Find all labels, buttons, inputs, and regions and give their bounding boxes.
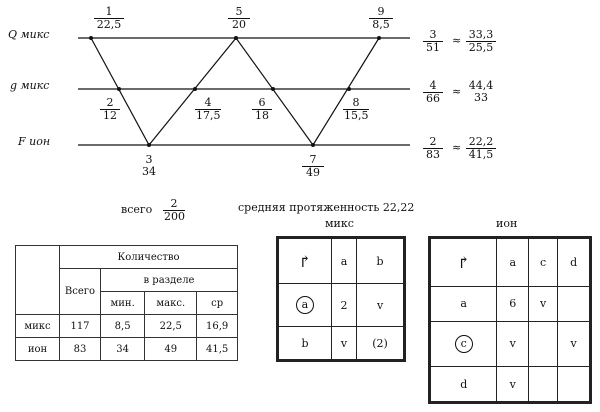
total-label: всего bbox=[121, 203, 153, 216]
ratio-value-f: $\frac{22,2}{41,5}$ bbox=[466, 136, 496, 161]
table-row bbox=[16, 338, 238, 361]
grid-row-head: a bbox=[431, 286, 497, 321]
cell: 8,5 bbox=[101, 315, 145, 338]
node-point bbox=[234, 36, 238, 40]
total-fraction: $\frac{2}{200}$ bbox=[164, 197, 185, 223]
grid-cell: a bbox=[331, 239, 356, 284]
mid-fraction: $\frac{2}{12}$ bbox=[100, 97, 120, 122]
cell: 16,9 bbox=[197, 315, 238, 338]
zigzag-path bbox=[91, 38, 379, 145]
top-fraction: $\frac{9}{8,5}$ bbox=[369, 6, 393, 31]
node-point bbox=[311, 143, 315, 147]
grid-cell bbox=[558, 367, 590, 402]
top-fraction: $\frac{5}{20}$ bbox=[228, 6, 250, 31]
cell: 117 bbox=[60, 315, 101, 338]
row-name: ион bbox=[16, 338, 60, 361]
bottom-value: 3 34 bbox=[142, 153, 156, 178]
average-length-label: средняя протяженность 22,22 bbox=[238, 201, 415, 214]
ratio-value-g: 44,4 33 bbox=[468, 79, 494, 104]
grid-cell bbox=[529, 367, 558, 402]
ratio-fraction-f: $\frac{2}{83}$ bbox=[423, 136, 443, 161]
grid-cell: c bbox=[529, 239, 558, 287]
ratio-fraction-g: $\frac{4}{66}$ bbox=[423, 80, 443, 105]
grid-ion-title: ион bbox=[496, 217, 518, 230]
header-count: Количество bbox=[60, 246, 238, 269]
ratio-fraction-q: $\frac{3}{51}$ bbox=[423, 29, 443, 54]
cell: 83 bbox=[60, 338, 101, 361]
grid-cell: a bbox=[497, 239, 529, 287]
approx-sign: ≈ bbox=[452, 34, 462, 47]
node-point bbox=[377, 36, 381, 40]
grid-cell: v bbox=[497, 367, 529, 402]
grid-row-head: b bbox=[279, 327, 332, 360]
grid-cell bbox=[558, 286, 590, 321]
grid-cell: 6 bbox=[497, 286, 529, 321]
node-point bbox=[117, 87, 121, 91]
grid-ion bbox=[428, 236, 592, 404]
grid-cell: 2 bbox=[331, 284, 356, 327]
grid-mix-title: микс bbox=[325, 217, 354, 230]
node-point bbox=[271, 87, 275, 91]
corner-arrow-icon: ↱ bbox=[279, 239, 332, 284]
row-name: микс bbox=[16, 315, 60, 338]
bottom-fraction: $\frac{7}{49}$ bbox=[302, 154, 324, 179]
table-corner bbox=[16, 246, 60, 315]
ratio-value-q: $\frac{33,3}{25,5}$ bbox=[466, 29, 496, 54]
cell: 34 bbox=[101, 338, 145, 361]
grid-cell: b bbox=[357, 239, 404, 284]
grid-row-head: d bbox=[431, 367, 497, 402]
grid-cell: d bbox=[558, 239, 590, 287]
cell: 41,5 bbox=[197, 338, 238, 361]
header-total: Всего bbox=[60, 269, 101, 315]
cell: 22,5 bbox=[145, 315, 197, 338]
grid-cell: v bbox=[529, 286, 558, 321]
header-section: в разделе bbox=[101, 269, 238, 292]
mid-fraction: $\frac{4}{17,5}$ bbox=[196, 96, 221, 122]
header-min: мин. bbox=[101, 292, 145, 315]
grid-cell: v bbox=[558, 321, 590, 367]
header-max: макс. bbox=[145, 292, 197, 315]
table-row bbox=[16, 315, 238, 338]
node-point bbox=[147, 143, 151, 147]
grid-cell: v bbox=[497, 321, 529, 367]
grid-cell: (2) bbox=[357, 327, 404, 360]
approx-sign: ≈ bbox=[452, 141, 462, 154]
approx-sign: ≈ bbox=[452, 85, 462, 98]
row-label-g: g микс bbox=[10, 79, 50, 92]
corner-arrow-icon: ↱ bbox=[431, 239, 497, 287]
node-point bbox=[89, 36, 93, 40]
top-fraction: $\frac{1}{22,5}$ bbox=[94, 6, 124, 31]
stats-table bbox=[15, 245, 238, 361]
mid-fraction: $\frac{8}{15,5}$ bbox=[344, 96, 369, 122]
grid-cell bbox=[529, 321, 558, 367]
node-point bbox=[193, 87, 197, 91]
grid-row-head: c bbox=[431, 321, 497, 367]
grid-row-head: a bbox=[279, 284, 332, 327]
header-avg: ср bbox=[197, 292, 238, 315]
row-label-q: Q микс bbox=[8, 28, 50, 41]
node-point bbox=[347, 87, 351, 91]
mid-fraction: $\frac{6}{18}$ bbox=[252, 97, 272, 122]
grid-cell: v bbox=[357, 284, 404, 327]
cell: 49 bbox=[145, 338, 197, 361]
grid-mix bbox=[276, 236, 406, 362]
row-label-f: F ион bbox=[18, 135, 51, 148]
grid-cell: v bbox=[331, 327, 356, 360]
